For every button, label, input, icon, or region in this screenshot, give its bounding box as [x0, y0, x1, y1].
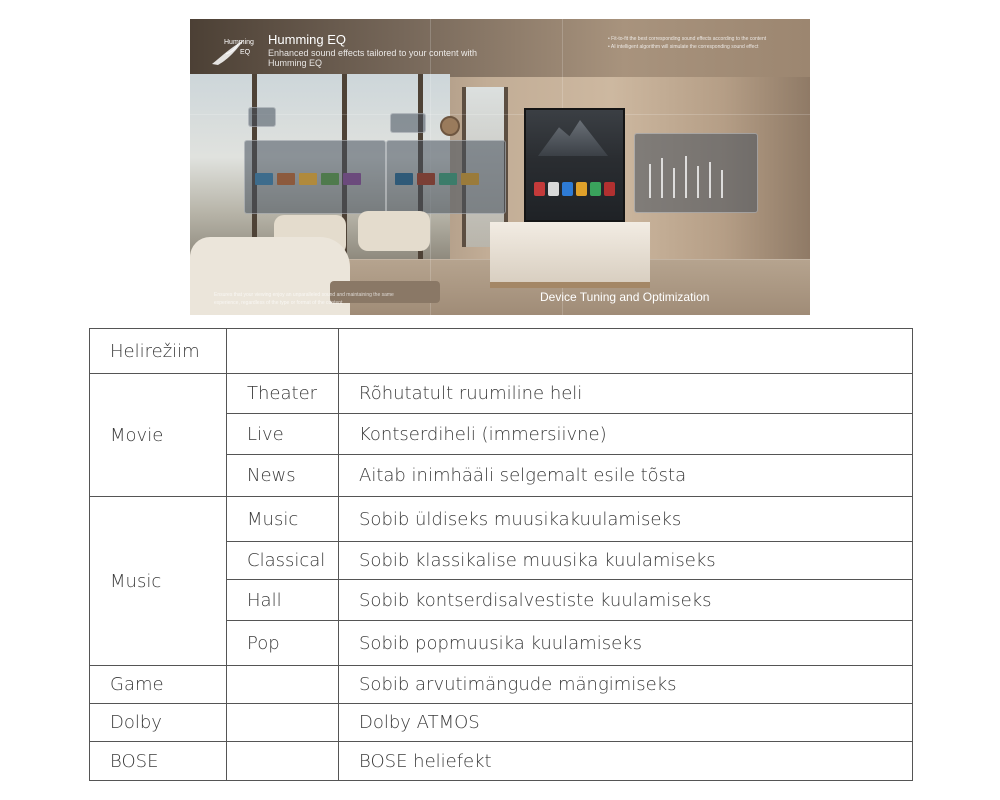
submode-cell: Classical [227, 542, 339, 580]
submode-cell: Theater [227, 374, 339, 414]
armchair [358, 211, 430, 251]
equalizer-panel [634, 133, 758, 213]
table-row [90, 374, 913, 414]
content-thumbnail [277, 173, 295, 185]
eq-slider [709, 162, 711, 198]
submode-cell: Hall [227, 580, 339, 621]
floating-content-panel [244, 140, 386, 214]
empty-cell [339, 329, 913, 374]
submode-cell: News [227, 455, 339, 497]
banner-bullets [608, 35, 808, 51]
television [524, 108, 625, 222]
eq-slider [697, 166, 699, 198]
eq-slider [661, 158, 663, 198]
description-cell: Sobib kontserdisalvestiste kuulamiseks [339, 580, 913, 621]
wall-clock-icon [440, 116, 460, 136]
app-tile [604, 182, 615, 196]
description-cell: Aitab inimhääli selgemalt esile tõsta [339, 455, 913, 497]
content-thumbnail [461, 173, 479, 185]
description-cell: BOSE heliefekt [339, 742, 913, 781]
description-cell: Sobib klassikalise muusika kuulamiseks [339, 542, 913, 580]
description-cell: Kontserdiheli (immersiivne) [339, 414, 913, 455]
table-row [90, 704, 913, 742]
eq-slider [673, 168, 675, 198]
floating-panel [248, 107, 276, 127]
promo-banner [190, 19, 810, 315]
floating-panel [390, 113, 426, 133]
tv-cabinet [490, 222, 650, 288]
content-thumbnail [321, 173, 339, 185]
banner-subtitle: Enhanced sound effects tailored to your content with Humming EQ [268, 48, 477, 68]
table-header-row [90, 329, 913, 374]
content-thumbnail [395, 173, 413, 185]
logo-text-line1: Humming [224, 39, 254, 46]
empty-cell [227, 329, 339, 374]
content-thumbnail [299, 173, 317, 185]
mode-cell: Movie [90, 374, 227, 497]
description-cell: Rõhutatult ruumiline heli [339, 374, 913, 414]
tv-mountain-image [538, 120, 608, 156]
app-tile [562, 182, 573, 196]
table-row [90, 497, 913, 542]
eq-slider [649, 164, 651, 198]
humming-bird-logo-icon [210, 34, 256, 68]
app-tile [548, 182, 559, 196]
submode-cell: Live [227, 414, 339, 455]
table-row [90, 666, 913, 704]
content-thumbnail [417, 173, 435, 185]
mode-cell: Dolby [90, 704, 227, 742]
description-cell: Dolby ATMOS [339, 704, 913, 742]
banner-caption: Device Tuning and Optimization [540, 290, 710, 304]
eq-slider [721, 170, 723, 198]
mode-cell: BOSE [90, 742, 227, 781]
submode-cell: Music [227, 497, 339, 542]
eq-slider [685, 156, 687, 198]
submode-cell: Pop [227, 621, 339, 666]
description-cell: Sobib arvutimängude mängimiseks [339, 666, 913, 704]
banner-footnote: Ensures that your viewing enjoy an unparalleled sound and maintaining the same experience, regardless of the type or format of the content [214, 292, 394, 306]
mode-cell: Music [90, 497, 227, 666]
grid-line [190, 114, 810, 115]
floating-content-panel [386, 140, 506, 214]
table-row [90, 742, 913, 781]
header-cell: Helirežiim [90, 329, 227, 374]
content-thumbnail [439, 173, 457, 185]
app-tile [534, 182, 545, 196]
content-thumbnail [343, 173, 361, 185]
empty-cell [227, 704, 339, 742]
description-cell: Sobib üldiseks muusikakuulamiseks [339, 497, 913, 542]
description-cell: Sobib popmuusika kuulamiseks [339, 621, 913, 666]
banner-title: Humming EQ [268, 32, 347, 47]
empty-cell [227, 666, 339, 704]
logo-text-line2: EQ [240, 49, 251, 56]
app-tile [576, 182, 587, 196]
app-tile [590, 182, 601, 196]
mode-cell: Game [90, 666, 227, 704]
banner-bullet: • AI intelligent algorithm will simulate the corresponding sound effect [608, 44, 759, 50]
sound-mode-table [89, 328, 913, 781]
banner-bullet: • Fit-to-fit the best corresponding sound effects according to the content [608, 36, 767, 42]
content-thumbnail [255, 173, 273, 185]
empty-cell [227, 742, 339, 781]
